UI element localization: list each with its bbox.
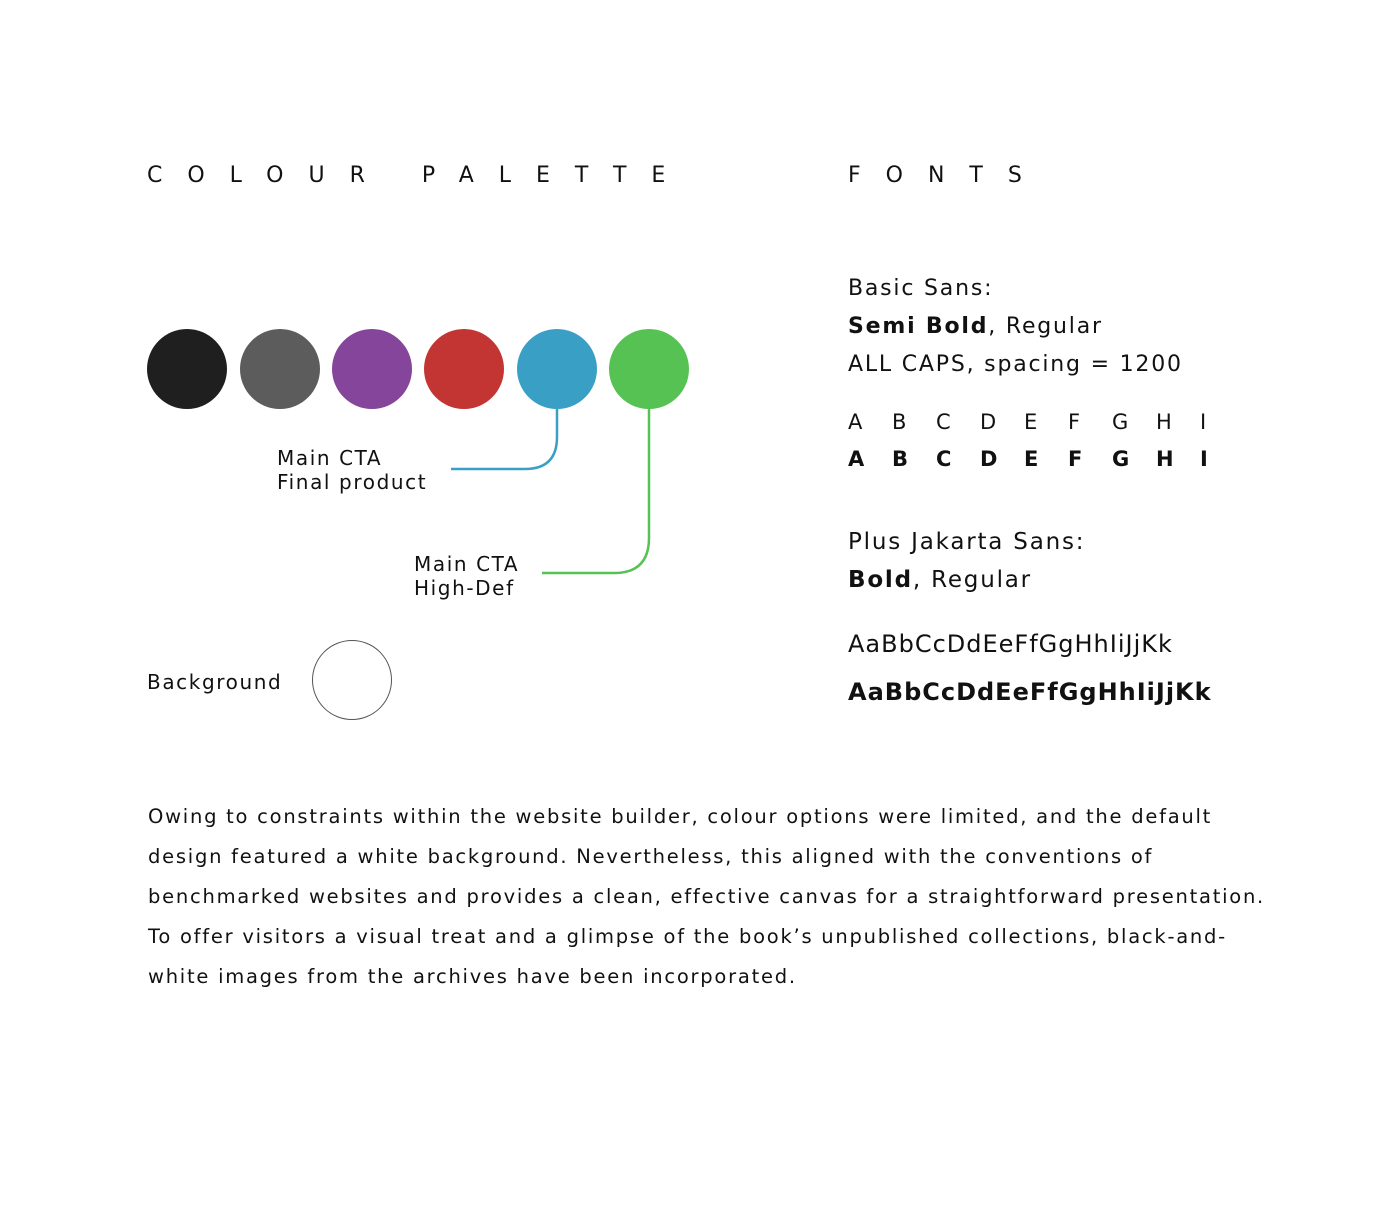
jakarta-sample-regular: AaBbCcDdEeFfGgHhIiJjKk xyxy=(848,630,1173,658)
swatch-background xyxy=(312,640,392,720)
jakarta-weights: Bold, Regular xyxy=(848,567,1032,593)
basic-sans-name: Basic Sans: xyxy=(848,276,994,301)
high-def-label: Main CTA High-Def xyxy=(414,552,520,600)
basic-sans-letters-bold: A B C D E F G H I xyxy=(848,447,1208,471)
jakarta-name: Plus Jakarta Sans: xyxy=(848,529,1086,555)
fonts-title: FONTS xyxy=(848,163,1047,188)
final-product-connector xyxy=(451,409,557,469)
colour-palette-title: COLOUR PALETTE xyxy=(147,163,691,188)
basic-sans-weights: Semi Bold, Regular xyxy=(848,314,1103,339)
description-paragraph: Owing to constraints within the website builder, colour options were limited, and the default design featured a white background. Nevertheless, this aligned with the conventions of benchmarked websites and provides a clean, effective canvas for a straightforward presentation. To offer visitors a visual treat and a glimpse of the book’s unpublished collections, black-and- white images from the archives have been incorporated. xyxy=(148,805,1265,988)
final-product-label: Main CTA Final product xyxy=(277,446,428,494)
background-label: Background xyxy=(147,670,283,694)
basic-sans-caps-note: ALL CAPS, spacing = 1200 xyxy=(848,352,1183,377)
basic-sans-letters-regular: A B C D E F G H I xyxy=(848,410,1207,434)
jakarta-sample-bold: AaBbCcDdEeFfGgHhIiJjKk xyxy=(848,678,1212,706)
